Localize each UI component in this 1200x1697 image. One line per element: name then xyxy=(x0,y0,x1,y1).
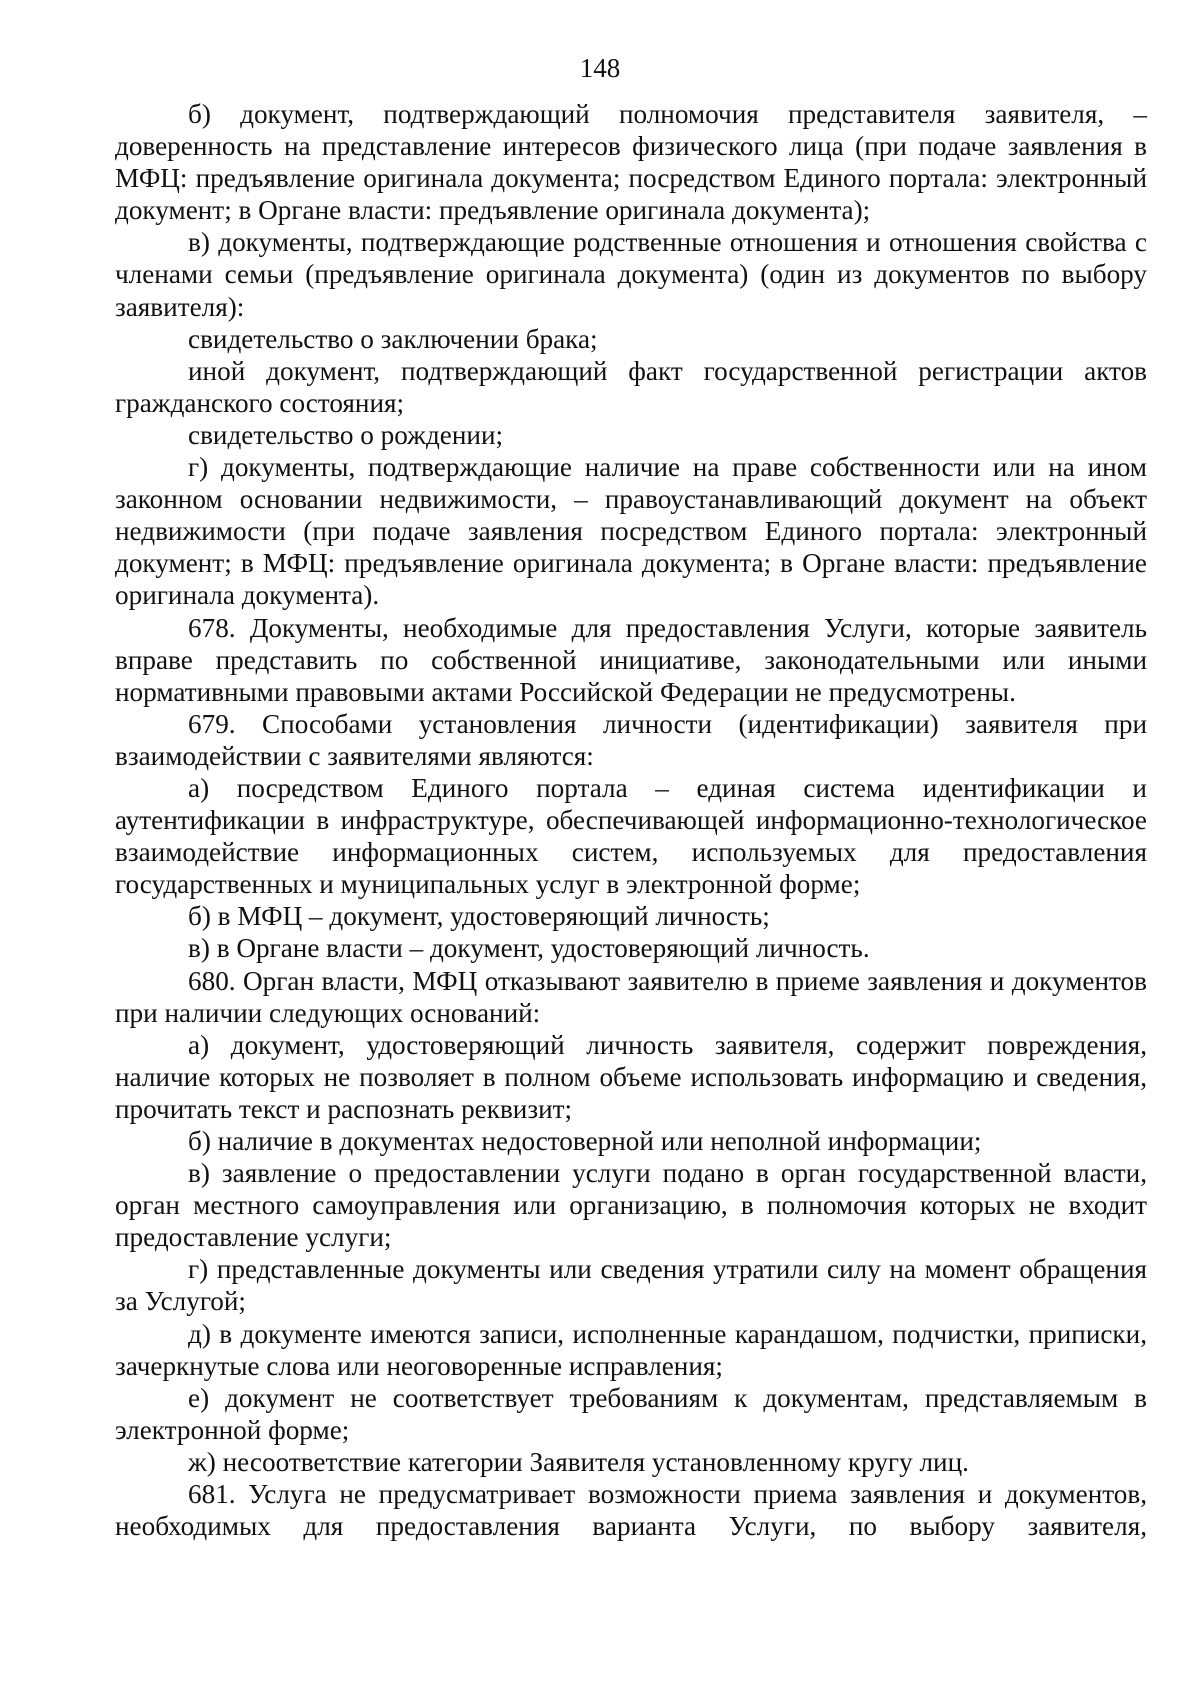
paragraph-g-property-documents: г) документы, подтверждающие наличие на праве собственности или на ином законном основании недвижимости, – правоустанавливающий документ на объект недвижимости (при подаче заявления посредством Единого портала: электронный документ; в МФЦ: предъявление оригинала документа; в Органе власти: предъявление оригинала документа). xyxy=(115,452,1147,611)
paragraph-679-a: а) посредством Единого портала – единая система идентификации и аутентификации в инфраструктуре, обеспечивающей информационно-технологическое взаимодействие информационных систем, используемых для предоставления государственных и муниципальных услуг в электронной форме; xyxy=(115,772,1147,900)
paragraph-678: 678. Документы, необходимые для предоставления Услуги, которые заявитель вправе представить по собственной инициативе, законодательными или иными нормативными правовыми актами Российской Федерации не предусмотрены. xyxy=(115,612,1147,707)
document-body xyxy=(115,98,1147,1542)
paragraph-680-v: в) заявление о предоставлении услуги подано в орган государственной власти, орган местного самоуправления или организацию, в полномочия которых не входит предоставление услуги; xyxy=(115,1158,1147,1253)
paragraph-680-b: б) наличие в документах недостоверной или неполной информации; xyxy=(188,1126,982,1156)
paragraph-680-d: д) в документе имеются записи, исполненные карандашом, подчистки, приписки, зачеркнутые слова или неоговоренные исправления; xyxy=(115,1318,1147,1381)
paragraph-birth-certificate: свидетельство о рождении; xyxy=(188,419,504,450)
paragraph-680-g: г) представленные документы или сведения утратили силу на момент обращения за Услугой; xyxy=(115,1254,1147,1317)
paragraph-680-zh: ж) несоответствие категории Заявителя установленному кругу лиц. xyxy=(188,1446,969,1477)
paragraph-b-representative-document: б) документ, подтверждающий полномочия представителя заявителя, – доверенность на представление интересов физического лица (при подаче заявления в МФЦ: предъявление оригинала документа; посредством Единого портала: электронный документ; в Органе власти: предъявление оригинала документа); xyxy=(115,99,1147,226)
page-number: 148 xyxy=(579,53,621,83)
paragraph-679-b: б) в МФЦ – документ, удостоверяющий личность; xyxy=(188,901,770,932)
paragraph-681: 681. Услуга не предусматривает возможности приема заявления и документов, необходимых для предоставления варианта Услуги, по выбору заявителя, xyxy=(115,1479,1147,1542)
paragraph-680-a: а) документ, удостоверяющий личность заявителя, содержит повреждения, наличие которых не позволяет в полном объеме использовать информацию и сведения, прочитать текст и распознать реквизит; xyxy=(115,1029,1147,1124)
paragraph-v-kinship-documents: в) документы, подтверждающие родственные отношения и отношения свойства с членами семьи (предъявление оригинала документа) (один из документов по выбору заявителя): xyxy=(115,227,1147,322)
paragraph-679-v: в) в Органе власти – документ, удостоверяющий личность. xyxy=(188,933,870,964)
paragraph-680: 680. Орган власти, МФЦ отказывают заявителю в приеме заявления и документов при наличии следующих оснований: xyxy=(115,965,1147,1028)
paragraph-civil-registration-document: иной документ, подтверждающий факт государственной регистрации актов гражданского состояния; xyxy=(115,355,1147,418)
paragraph-679: 679. Способами установления личности (идентификации) заявителя при взаимодействии с заявителями являются: xyxy=(115,708,1147,771)
paragraph-marriage-certificate: свидетельство о заключении брака; xyxy=(188,323,598,354)
paragraph-680-e: е) документ не соответствует требованиям к документам, представляемым в электронной форме; xyxy=(115,1382,1147,1445)
